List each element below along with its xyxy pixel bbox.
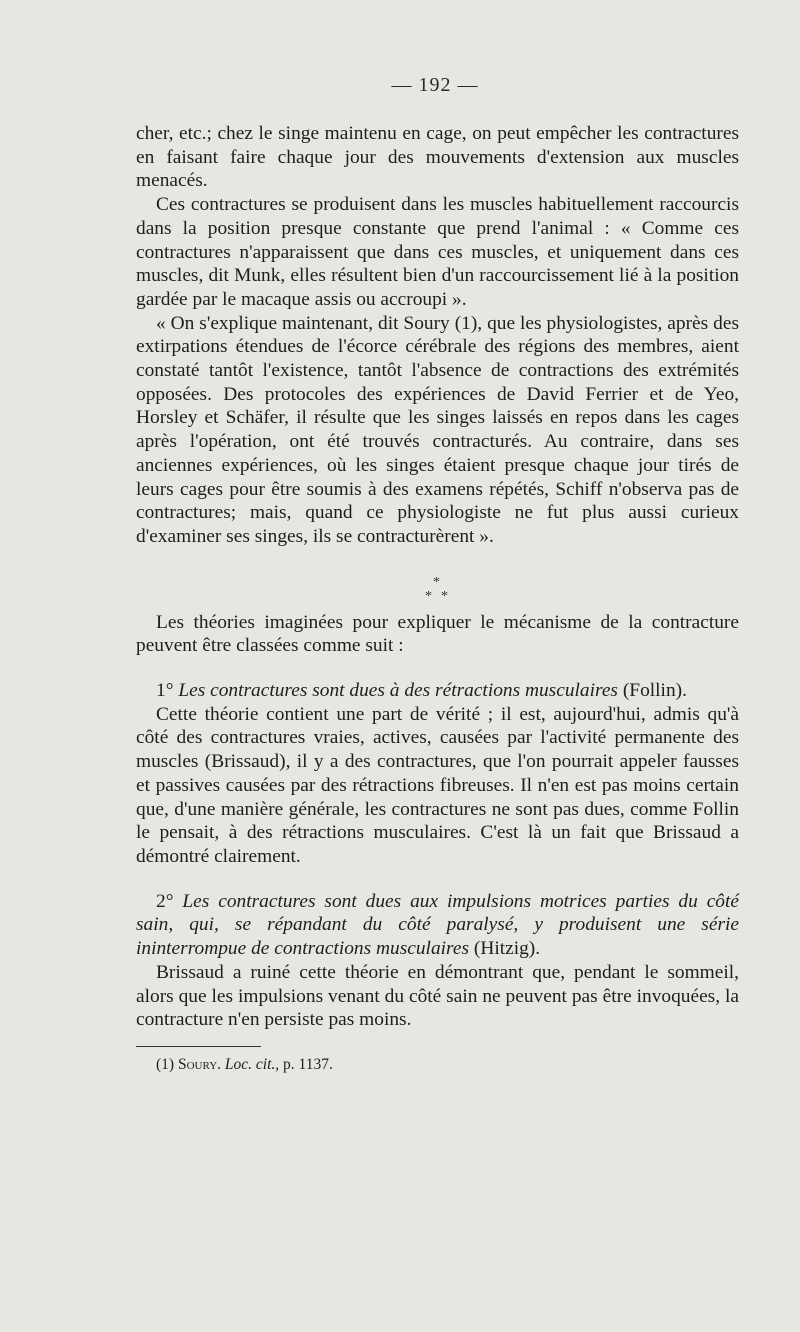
asterisk: * (441, 588, 448, 604)
footnote-page: p. 1137. (283, 1055, 333, 1073)
paragraph-theory-2: Brissaud a ruiné cette théorie en démontrant que, pendant le sommeil, alors que les impulsions venant du côté sain ne peuvent pas être invoquées, la contracture n'en persiste pas moins. (136, 961, 739, 1031)
theory-1-attribution: (Follin). (622, 680, 687, 702)
theory-1-number: 1° (156, 680, 174, 702)
theory-1-heading (136, 679, 739, 703)
paragraph-theory-1: Cette théorie contient une part de vérité ; il est, aujourd'hui, admis qu'à côté des contractures vraies, actives, causées par l'activité permanente des muscles (Brissaud), il y a des contractures, que l'on pourrait appeler fausses et passives causées par des rétractions fibreuses. Il n'en est pas moins certain que, d'une manière générale, les contractures ne sont pas dues, comme Follin le pensait, à des rétractions musculaires. C'est là un fait que Brissaud a démontré clairement. (136, 703, 739, 867)
page-number: — 192 — (391, 74, 479, 96)
theory-1-title: Les contractures sont dues à des rétractions musculaires (178, 680, 618, 702)
section-asterism (136, 565, 739, 611)
paragraph-soury-quote: « On s'explique maintenant, dit Soury (1), que les physiologistes, après des extirpations étendues de l'écorce cérébrale des régions des membres, aient constaté tantôt l'existence, tantôt l'absence de contractions des extrémités opposées. Des protocoles des expériences de David Ferrier et de Yeo, Horsley et Schäfer, il résulte que les singes laissés en repos dans les cages après l'opération, ont été trouvés contracturés. Au contraire, dans ses anciennes expériences, où les singes étaient presque chaque jour tirés de leurs cages pour être soumis à des examens répétés, Schiff n'observa pas de contractures; mais, quand ce physiologiste ne fut plus aussi curieux d'examiner ses singes, ils se contracturèrent ». (136, 312, 739, 547)
asterisk: * (425, 588, 432, 604)
paragraph-continuation: cher, etc.; chez le singe maintenu en cage, on peut empêcher les contractures en faisant faire chaque jour des mouvements d'extension aux muscles menacés. (136, 123, 739, 192)
paragraph-munk: Ces contractures se produisent dans les muscles habituellement raccourcis dans la position presque constante que prend l'animal : « Comme ces contractures n'apparaissent que dans ces muscles, et uniquement dans ces muscles, dit Munk, elles résultent bien d'un raccourcissement lié à la position gardée par le macaque assis ou accroupi ». (136, 194, 739, 310)
asterisk: * (433, 574, 440, 590)
footnote (136, 1055, 739, 1074)
main-text (136, 122, 739, 1074)
footnote-marker: (1) (156, 1055, 175, 1073)
paragraph-theories-intro: Les théories imaginées pour expliquer le mécanisme de la contracture peuvent être classées comme suit : (136, 611, 739, 657)
theory-2-heading (136, 890, 739, 961)
footnote-author: Soury. (177, 1055, 222, 1073)
footnote-ref: Loc. cit., (224, 1055, 280, 1073)
theory-2-attribution: (Hitzig). (473, 938, 541, 960)
theory-2-number: 2° (156, 890, 174, 912)
footnote-rule (136, 1046, 261, 1047)
theory-2-title: Les contractures sont dues aux impulsions motrices parties du côté sain, qui, se répandant du côté paralysé, y produisent une série ininterrompue de contractions musculaires (136, 890, 740, 960)
